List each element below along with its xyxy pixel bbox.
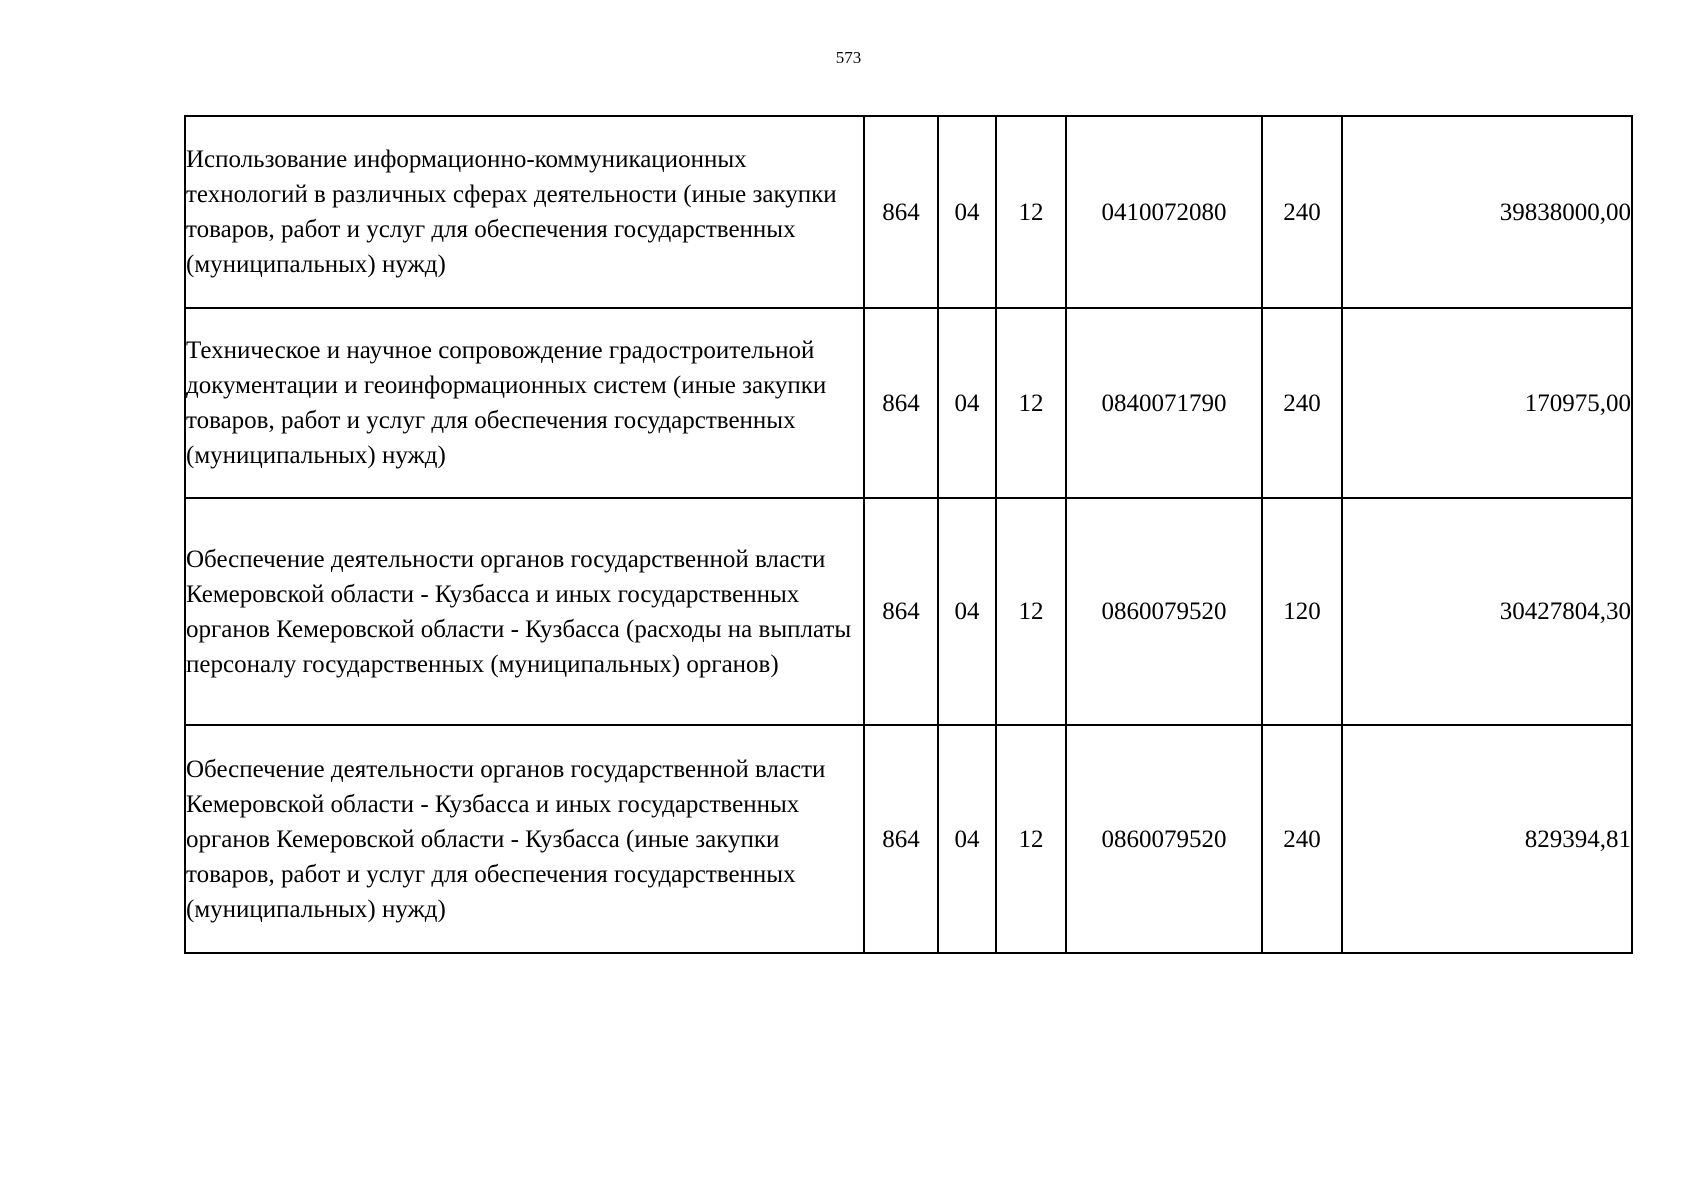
row-amount: 829394,81 [1342, 725, 1632, 953]
page-number: 573 [835, 48, 862, 67]
row-section-code: 04 [938, 498, 996, 725]
row-ministry-code: 864 [864, 725, 938, 953]
row-description: Обеспечение деятельности органов государственной власти Кемеровской области - Кузбасса и иных государственных органов Кемеровской области - Кузбасса (расходы на выплаты персоналу государственных (муниципальных) органов) [185, 498, 864, 725]
row-target-article: 0840071790 [1066, 308, 1262, 498]
table-row [185, 498, 1632, 725]
row-description: Обеспечение деятельности органов государственной власти Кемеровской области - Кузбасса и иных государственных органов Кемеровской области - Кузбасса (иные закупки товаров, работ и услуг для обеспечения государственных (муниципальных) нужд) [185, 725, 864, 953]
table-row [185, 308, 1632, 498]
row-section-code: 04 [938, 308, 996, 498]
row-description: Техническое и научное сопровождение градостроительной документации и геоинформационных систем (иные закупки товаров, работ и услуг для обеспечения государственных (муниципальных) нужд) [185, 308, 864, 498]
table-row [185, 116, 1632, 308]
row-ministry-code: 864 [864, 498, 938, 725]
budget-table [184, 115, 1633, 954]
row-section-code: 04 [938, 725, 996, 953]
row-subsection-code: 12 [996, 116, 1066, 308]
row-target-article: 0860079520 [1066, 498, 1262, 725]
row-expense-type: 120 [1262, 498, 1342, 725]
row-expense-type: 240 [1262, 308, 1342, 498]
row-amount: 30427804,30 [1342, 498, 1632, 725]
row-target-article: 0860079520 [1066, 725, 1262, 953]
row-target-article: 0410072080 [1066, 116, 1262, 308]
row-amount: 170975,00 [1342, 308, 1632, 498]
row-subsection-code: 12 [996, 725, 1066, 953]
row-description: Использование информационно-коммуникационных технологий в различных сферах деятельности (иные закупки товаров, работ и услуг для обеспечения государственных (муниципальных) нужд) [185, 116, 864, 308]
row-subsection-code: 12 [996, 308, 1066, 498]
row-subsection-code: 12 [996, 498, 1066, 725]
row-amount: 39838000,00 [1342, 116, 1632, 308]
row-ministry-code: 864 [864, 308, 938, 498]
row-expense-type: 240 [1262, 116, 1342, 308]
row-expense-type: 240 [1262, 725, 1342, 953]
table-row [185, 725, 1632, 953]
row-ministry-code: 864 [864, 116, 938, 308]
row-section-code: 04 [938, 116, 996, 308]
